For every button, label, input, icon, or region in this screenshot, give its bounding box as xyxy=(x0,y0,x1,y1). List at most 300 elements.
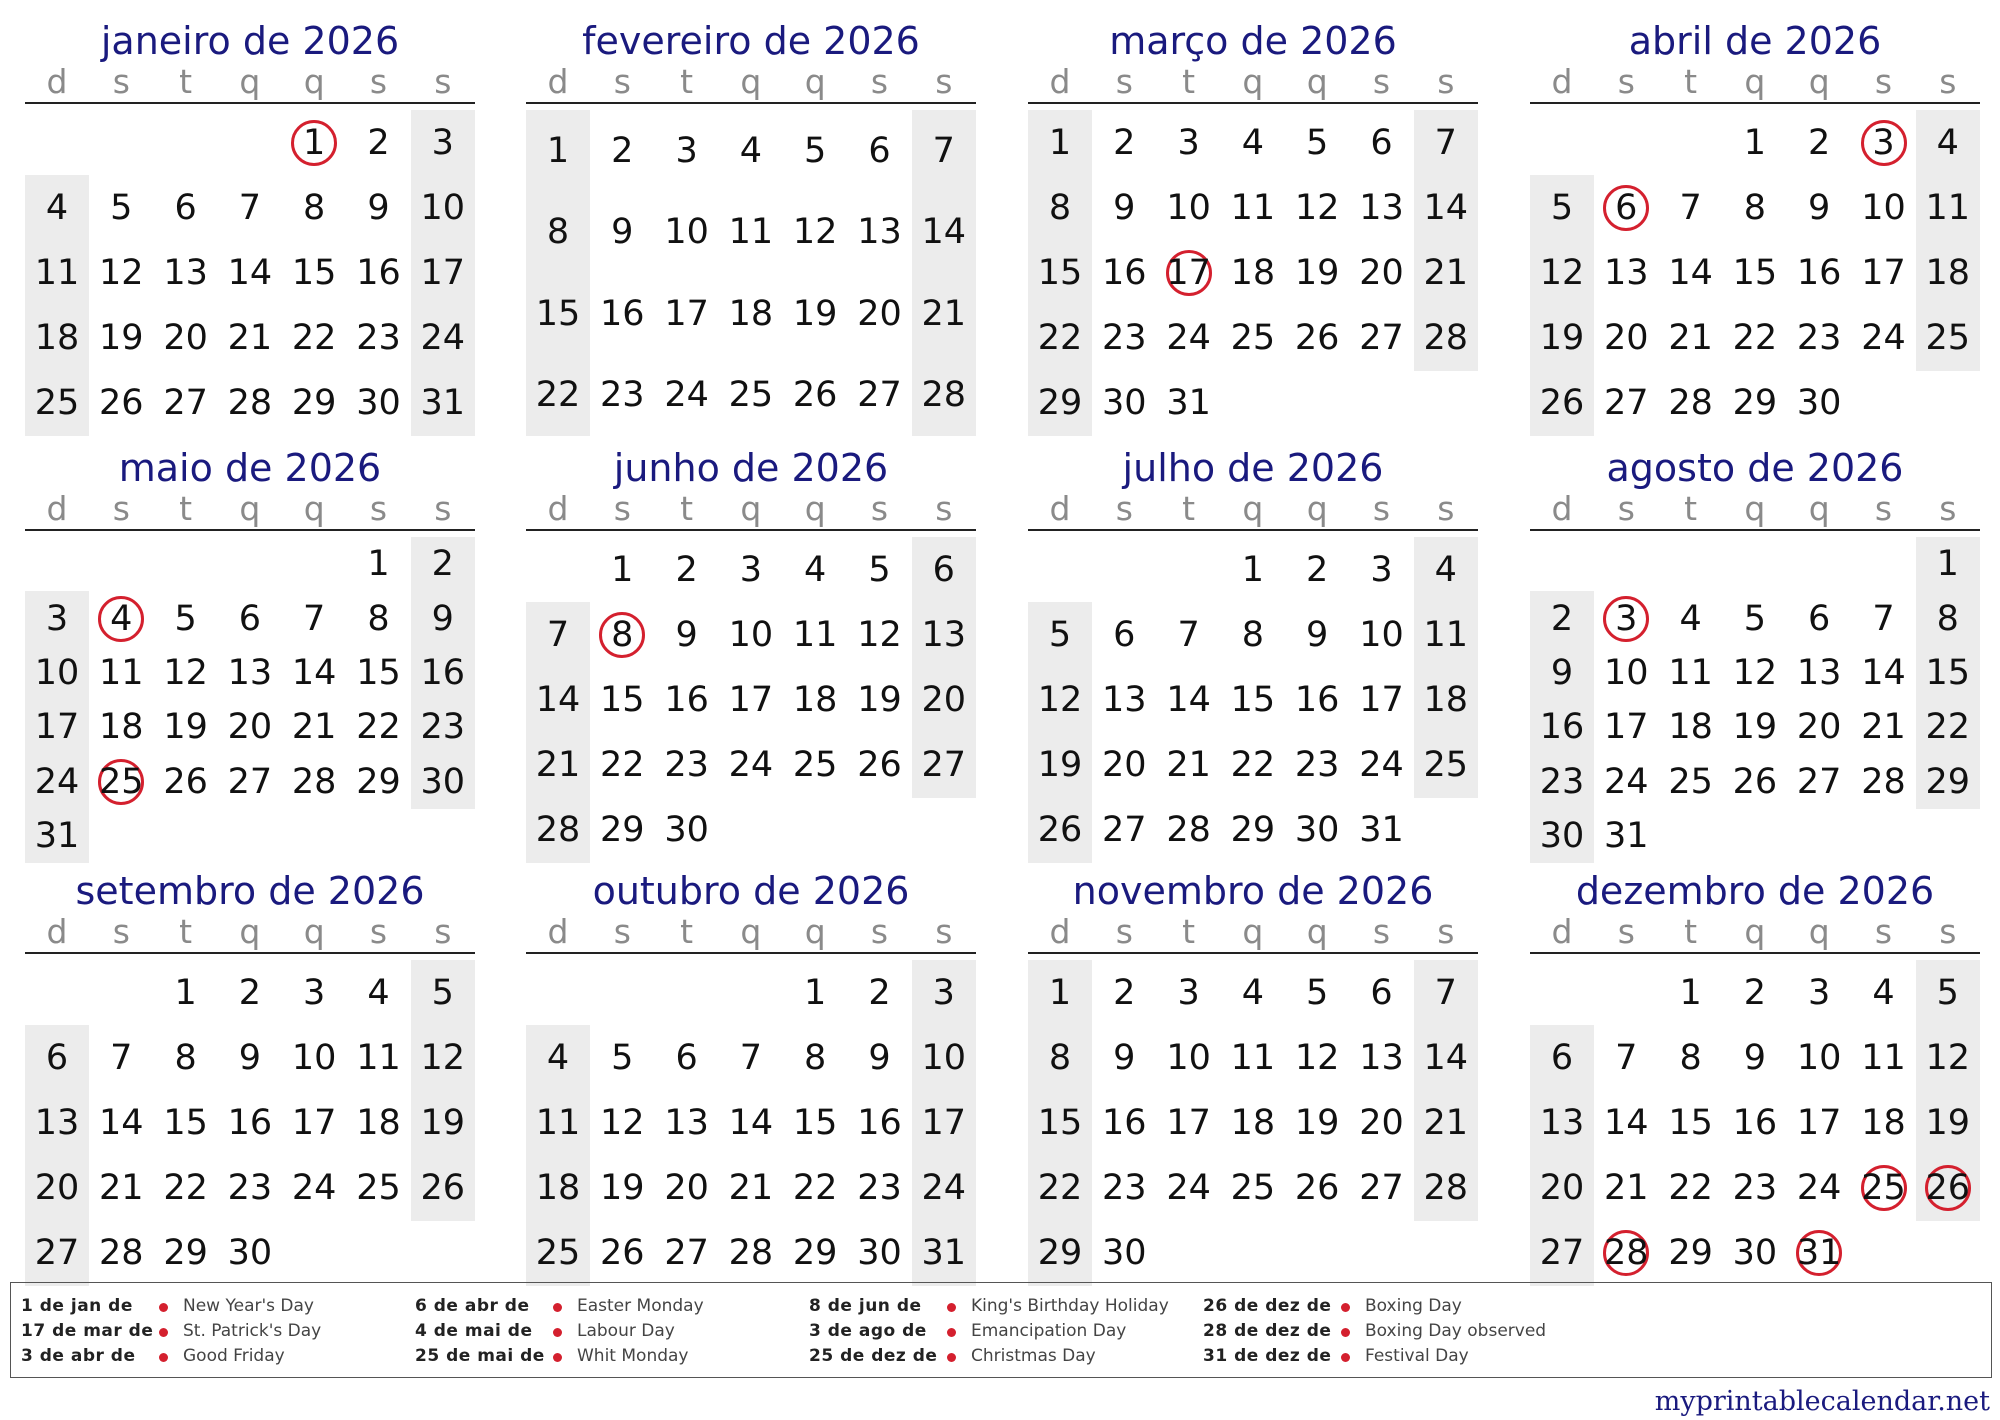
legend-date: 17 de mar de xyxy=(21,1321,154,1341)
day-number: 10 xyxy=(1166,187,1211,228)
weekday-header: s xyxy=(1372,62,1391,101)
day-number: 3 xyxy=(739,549,763,590)
day-number: 24 xyxy=(1604,761,1649,802)
day-number: 15 xyxy=(1037,1103,1083,1143)
day-number: 7 xyxy=(110,1037,133,1078)
holiday-day-number: 8 xyxy=(611,614,634,655)
legend-holiday-name: Boxing Day observed xyxy=(1365,1321,1547,1341)
holiday-day-number: 3 xyxy=(1872,122,1895,163)
weekday-header: d xyxy=(1049,489,1071,528)
day-number: 7 xyxy=(303,598,326,639)
weekday-header: d xyxy=(1551,489,1573,528)
day-number: 4 xyxy=(1872,972,1895,1013)
weekday-header: q xyxy=(303,62,325,101)
day-number: 19 xyxy=(1539,318,1585,359)
day-number: 23 xyxy=(1102,1168,1147,1209)
day-number: 5 xyxy=(611,1037,634,1078)
day-number: 17 xyxy=(1861,253,1906,293)
day-number: 8 xyxy=(804,1037,827,1078)
day-number: 5 xyxy=(868,549,891,590)
day-number: 5 xyxy=(1550,187,1574,228)
day-number: 8 xyxy=(174,1037,197,1078)
day-number: 11 xyxy=(1230,187,1276,228)
weekday-header: s xyxy=(935,489,953,528)
legend-date: 6 de abr de xyxy=(415,1296,530,1316)
day-number: 28 xyxy=(99,1233,144,1274)
day-number: 6 xyxy=(1370,972,1393,1013)
day-number: 31 xyxy=(34,815,80,856)
day-number: 5 xyxy=(110,187,133,228)
day-number: 21 xyxy=(1604,1168,1649,1209)
day-number: 28 xyxy=(1861,761,1906,802)
day-number: 28 xyxy=(291,761,337,802)
day-number: 22 xyxy=(1668,1168,1713,1209)
day-number: 19 xyxy=(420,1103,466,1143)
day-number: 26 xyxy=(1294,1168,1340,1209)
weekday-header: t xyxy=(179,912,193,951)
day-number: 1 xyxy=(611,549,634,590)
weekday-header-row xyxy=(25,912,475,954)
weekday-header-row xyxy=(1530,912,1980,954)
day-number: 28 xyxy=(227,383,273,424)
day-number: 23 xyxy=(1796,318,1842,359)
day-number: 21 xyxy=(1166,745,1211,786)
day-number: 19 xyxy=(1037,745,1083,786)
day-number: 6 xyxy=(174,187,197,228)
legend-date: 25 de mai de xyxy=(415,1346,545,1366)
day-number: 8 xyxy=(1048,187,1072,228)
month-title: dezembro de 2026 xyxy=(1575,869,1935,913)
day-number: 10 xyxy=(420,187,466,228)
day-number: 4 xyxy=(804,549,827,590)
day-number: 6 xyxy=(1370,122,1393,163)
day-number: 15 xyxy=(600,680,645,720)
day-number: 29 xyxy=(356,761,401,802)
month-title: janeiro de 2026 xyxy=(100,19,400,63)
weekday-header-row xyxy=(526,62,976,104)
day-number: 17 xyxy=(728,680,774,720)
day-number: 31 xyxy=(1604,815,1649,856)
weekday-header: q xyxy=(239,912,261,951)
day-number: 6 xyxy=(1808,598,1831,639)
day-number: 27 xyxy=(1604,383,1649,424)
weekday-header-row xyxy=(25,62,475,104)
weekday-header: q xyxy=(303,489,325,528)
day-number: 3 xyxy=(303,972,326,1013)
weekday-header-row xyxy=(1530,62,1980,104)
day-number: 6 xyxy=(675,1037,698,1078)
day-number: 14 xyxy=(921,212,967,253)
day-number: 19 xyxy=(1732,707,1778,748)
weekday-header: s xyxy=(1617,489,1635,528)
weekday-header: q xyxy=(804,62,826,101)
weekday-header: s xyxy=(434,62,452,101)
day-number: 2 xyxy=(611,130,634,171)
day-number: 5 xyxy=(804,130,827,171)
month-block xyxy=(1530,868,1980,1288)
day-number: 18 xyxy=(34,318,80,359)
day-number: 23 xyxy=(600,375,645,416)
day-number: 21 xyxy=(291,707,337,748)
day-number: 20 xyxy=(163,318,208,359)
day-number: 26 xyxy=(99,383,144,424)
day-number: 3 xyxy=(45,598,69,639)
day-number: 20 xyxy=(34,1168,80,1209)
day-number: 2 xyxy=(1306,549,1329,590)
day-number: 29 xyxy=(1037,383,1083,424)
day-number: 24 xyxy=(1166,318,1211,359)
day-number: 22 xyxy=(291,318,337,359)
day-number: 27 xyxy=(1102,810,1147,851)
holiday-bullet-icon xyxy=(159,1328,168,1337)
day-number: 2 xyxy=(1113,122,1136,163)
holiday-bullet-icon xyxy=(159,1353,168,1362)
day-number: 25 xyxy=(792,745,838,786)
day-number: 4 xyxy=(546,1037,570,1078)
day-number: 10 xyxy=(1166,1037,1211,1078)
day-number: 26 xyxy=(1294,318,1340,359)
day-number: 30 xyxy=(664,810,709,851)
day-number: 30 xyxy=(857,1233,902,1274)
day-number: 14 xyxy=(1604,1103,1649,1143)
site-credit[interactable]: myprintablecalendar.net xyxy=(1654,1386,1990,1417)
weekday-header: q xyxy=(740,912,762,951)
day-number: 4 xyxy=(739,130,763,171)
day-number: 2 xyxy=(675,549,698,590)
legend-entry xyxy=(1203,1321,1593,1346)
day-number: 19 xyxy=(792,293,838,334)
day-number: 17 xyxy=(1604,707,1649,748)
day-number: 29 xyxy=(163,1233,208,1274)
day-number: 3 xyxy=(1808,972,1831,1013)
day-number: 14 xyxy=(1668,253,1713,293)
legend-column xyxy=(809,1296,1199,1371)
holiday-day-number: 31 xyxy=(1796,1233,1842,1274)
day-number: 30 xyxy=(356,383,401,424)
day-number: 24 xyxy=(1796,1168,1842,1209)
day-number: 29 xyxy=(1037,1233,1083,1274)
day-number: 21 xyxy=(227,318,273,359)
weekday-header: s xyxy=(870,62,889,101)
legend-holiday-name: King's Birthday Holiday xyxy=(971,1296,1169,1316)
day-number: 1 xyxy=(1936,544,1959,585)
day-number: 14 xyxy=(227,253,273,293)
holiday-day-number: 6 xyxy=(1615,187,1638,228)
legend-entry xyxy=(415,1346,805,1371)
day-number: 22 xyxy=(600,745,645,786)
day-number: 13 xyxy=(1539,1103,1585,1143)
legend-holiday-name: Whit Monday xyxy=(577,1346,689,1366)
day-number: 14 xyxy=(1423,187,1469,228)
day-number: 16 xyxy=(600,293,645,334)
weekday-header: s xyxy=(1372,489,1391,528)
day-number: 4 xyxy=(1241,122,1265,163)
day-number: 25 xyxy=(1668,761,1713,802)
legend-entry xyxy=(21,1346,411,1371)
weekday-header: t xyxy=(680,489,694,528)
day-number: 21 xyxy=(728,1168,774,1209)
weekday-header: q xyxy=(1808,62,1830,101)
day-number: 2 xyxy=(1113,972,1136,1013)
day-number: 10 xyxy=(1796,1037,1842,1078)
day-number: 9 xyxy=(1743,1037,1767,1078)
weekday-header: t xyxy=(1182,912,1196,951)
day-number: 3 xyxy=(675,130,698,171)
day-number: 25 xyxy=(1423,745,1469,786)
day-number: 14 xyxy=(291,652,337,693)
day-number: 12 xyxy=(1037,680,1083,720)
day-number: 18 xyxy=(1861,1103,1906,1143)
day-number: 1 xyxy=(546,130,570,171)
legend-entry xyxy=(1203,1296,1593,1321)
day-number: 7 xyxy=(1434,972,1457,1013)
day-number: 7 xyxy=(238,187,262,228)
day-number: 26 xyxy=(1037,810,1083,851)
weekday-header: s xyxy=(935,912,953,951)
weekday-header: s xyxy=(1372,912,1391,951)
weekday-header: s xyxy=(935,62,953,101)
day-number: 12 xyxy=(1732,652,1778,693)
legend-date: 3 de abr de xyxy=(21,1346,136,1366)
day-number: 21 xyxy=(1668,318,1713,359)
day-number: 29 xyxy=(1230,810,1276,851)
day-number: 14 xyxy=(99,1103,144,1143)
weekday-header: q xyxy=(804,912,826,951)
day-number: 18 xyxy=(535,1168,581,1209)
day-number: 12 xyxy=(420,1037,466,1078)
day-number: 17 xyxy=(1166,1103,1211,1143)
day-number: 31 xyxy=(1166,383,1211,424)
legend-date: 28 de dez de xyxy=(1203,1321,1332,1341)
day-number: 5 xyxy=(1306,972,1329,1013)
month-block xyxy=(1028,445,1478,865)
weekday-header: q xyxy=(239,489,261,528)
weekday-header: q xyxy=(1744,489,1766,528)
day-number: 15 xyxy=(1230,680,1276,720)
day-number: 19 xyxy=(99,318,144,359)
holiday-bullet-icon xyxy=(159,1303,168,1312)
weekday-header: s xyxy=(613,62,631,101)
day-number: 12 xyxy=(792,212,838,253)
weekday-header: d xyxy=(46,489,68,528)
weekday-header: s xyxy=(1437,62,1455,101)
day-number: 24 xyxy=(34,761,80,802)
day-number: 7 xyxy=(932,130,955,171)
weekday-header: s xyxy=(1874,62,1893,101)
legend-date: 26 de dez de xyxy=(1203,1296,1332,1316)
legend-entry xyxy=(415,1321,805,1346)
weekday-header: s xyxy=(112,62,130,101)
day-number: 9 xyxy=(1113,187,1136,228)
day-number: 9 xyxy=(675,614,698,655)
day-number: 23 xyxy=(1732,1168,1778,1209)
day-number: 27 xyxy=(163,383,208,424)
day-number: 16 xyxy=(1732,1103,1778,1143)
month-block xyxy=(1530,445,1980,865)
day-number: 30 xyxy=(227,1233,273,1274)
day-number: 12 xyxy=(1294,187,1340,228)
day-number: 16 xyxy=(1102,1103,1147,1143)
weekday-header: s xyxy=(369,489,388,528)
day-number: 9 xyxy=(1550,652,1574,693)
month-title: maio de 2026 xyxy=(118,446,382,490)
month-title: novembro de 2026 xyxy=(1072,869,1434,913)
day-number: 8 xyxy=(546,212,570,253)
day-number: 23 xyxy=(227,1168,273,1209)
day-number: 15 xyxy=(1925,652,1971,693)
day-number: 9 xyxy=(431,598,454,639)
day-number: 14 xyxy=(1423,1037,1469,1078)
holiday-day-number: 25 xyxy=(1861,1168,1906,1209)
day-number: 16 xyxy=(1539,707,1585,748)
weekday-header: q xyxy=(239,62,261,101)
day-number: 22 xyxy=(1925,707,1971,748)
day-number: 5 xyxy=(1048,614,1072,655)
day-number: 21 xyxy=(921,293,967,334)
day-number: 15 xyxy=(356,652,401,693)
day-number: 17 xyxy=(291,1103,337,1143)
weekday-header: t xyxy=(1684,62,1698,101)
day-number: 4 xyxy=(1936,122,1959,163)
day-number: 8 xyxy=(1241,614,1265,655)
day-number: 6 xyxy=(238,598,262,639)
legend-date: 4 de mai de xyxy=(415,1321,533,1341)
day-number: 8 xyxy=(1743,187,1767,228)
month-block xyxy=(25,868,475,1288)
day-number: 21 xyxy=(1861,707,1906,748)
day-number: 20 xyxy=(227,707,273,748)
holiday-day-number: 4 xyxy=(110,598,133,639)
legend-holiday-name: Labour Day xyxy=(577,1321,675,1341)
day-number: 4 xyxy=(45,187,69,228)
day-number: 2 xyxy=(1808,122,1831,163)
day-number: 28 xyxy=(535,810,581,851)
day-number: 28 xyxy=(1668,383,1713,424)
day-number: 11 xyxy=(356,1037,401,1078)
day-number: 8 xyxy=(367,598,390,639)
month-block xyxy=(1028,868,1478,1288)
day-number: 28 xyxy=(1423,318,1469,359)
weekday-header-row xyxy=(526,489,976,531)
day-number: 24 xyxy=(1861,318,1906,359)
legend-column xyxy=(21,1296,411,1371)
weekday-header: d xyxy=(1049,62,1071,101)
day-number: 8 xyxy=(1936,598,1959,639)
day-number: 15 xyxy=(1668,1103,1713,1143)
day-number: 14 xyxy=(1861,652,1906,693)
day-number: 1 xyxy=(1048,122,1072,163)
day-number: 11 xyxy=(535,1103,581,1143)
legend-column xyxy=(1203,1296,1593,1371)
legend-holiday-name: Emancipation Day xyxy=(971,1321,1127,1341)
day-number: 14 xyxy=(535,680,581,720)
day-number: 29 xyxy=(600,810,645,851)
day-number: 15 xyxy=(1037,253,1083,293)
weekday-header: t xyxy=(1684,912,1698,951)
day-number: 10 xyxy=(1359,614,1404,655)
weekday-header: s xyxy=(112,489,130,528)
day-number: 26 xyxy=(1539,383,1585,424)
month-title: outubro de 2026 xyxy=(592,869,910,913)
day-number: 27 xyxy=(857,375,902,416)
day-number: 2 xyxy=(238,972,262,1013)
day-number: 29 xyxy=(792,1233,838,1274)
legend-date: 8 de jun de xyxy=(809,1296,922,1316)
weekday-header: t xyxy=(680,62,694,101)
day-number: 4 xyxy=(1679,598,1702,639)
day-number: 26 xyxy=(600,1233,645,1274)
month-block xyxy=(25,18,475,438)
legend-entry xyxy=(809,1346,1199,1371)
day-number: 27 xyxy=(1796,761,1842,802)
day-number: 19 xyxy=(163,707,208,748)
day-number: 3 xyxy=(1177,122,1200,163)
weekday-header: d xyxy=(547,489,569,528)
day-number: 18 xyxy=(99,707,144,748)
weekday-header: t xyxy=(1684,489,1698,528)
day-number: 21 xyxy=(1423,1103,1469,1143)
day-number: 15 xyxy=(163,1103,208,1143)
day-number: 17 xyxy=(921,1103,967,1143)
day-number: 24 xyxy=(728,745,774,786)
weekday-header: t xyxy=(680,912,694,951)
day-number: 8 xyxy=(303,187,326,228)
day-number: 11 xyxy=(792,614,838,655)
day-number: 9 xyxy=(1808,187,1831,228)
legend-entry xyxy=(21,1296,411,1321)
day-number: 3 xyxy=(932,972,955,1013)
day-number: 31 xyxy=(1359,810,1404,851)
month-title: fevereiro de 2026 xyxy=(582,19,920,63)
day-number: 31 xyxy=(420,383,466,424)
weekday-header: s xyxy=(1437,912,1455,951)
day-number: 27 xyxy=(34,1233,80,1274)
month-title: setembro de 2026 xyxy=(75,869,425,913)
day-number: 12 xyxy=(99,253,144,293)
day-number: 20 xyxy=(921,680,967,720)
weekday-header: s xyxy=(1874,489,1893,528)
weekday-header: q xyxy=(1306,912,1328,951)
day-number: 30 xyxy=(1796,383,1842,424)
day-number: 7 xyxy=(1434,122,1457,163)
day-number: 23 xyxy=(356,318,401,359)
weekday-header: q xyxy=(1242,62,1264,101)
day-number: 19 xyxy=(1925,1103,1971,1143)
day-number: 14 xyxy=(728,1103,774,1143)
day-number: 16 xyxy=(1294,680,1340,720)
weekday-header: q xyxy=(1242,912,1264,951)
legend-holiday-name: Boxing Day xyxy=(1365,1296,1462,1316)
day-number: 13 xyxy=(1102,680,1147,720)
day-number: 9 xyxy=(1113,1037,1136,1078)
day-number: 2 xyxy=(868,972,891,1013)
day-number: 20 xyxy=(1359,1103,1404,1143)
weekday-header: s xyxy=(1115,912,1133,951)
day-number: 7 xyxy=(1679,187,1702,228)
day-number: 26 xyxy=(792,375,838,416)
day-number: 18 xyxy=(792,680,838,720)
legend-date: 3 de ago de xyxy=(809,1321,927,1341)
day-number: 25 xyxy=(356,1168,401,1209)
day-number: 2 xyxy=(1550,598,1574,639)
day-number: 27 xyxy=(1359,1168,1404,1209)
day-number: 27 xyxy=(921,745,967,786)
holiday-bullet-icon xyxy=(553,1303,562,1312)
day-number: 2 xyxy=(1743,972,1767,1013)
day-number: 6 xyxy=(1113,614,1136,655)
legend-entry xyxy=(809,1296,1199,1321)
legend-holiday-name: Easter Monday xyxy=(577,1296,704,1316)
